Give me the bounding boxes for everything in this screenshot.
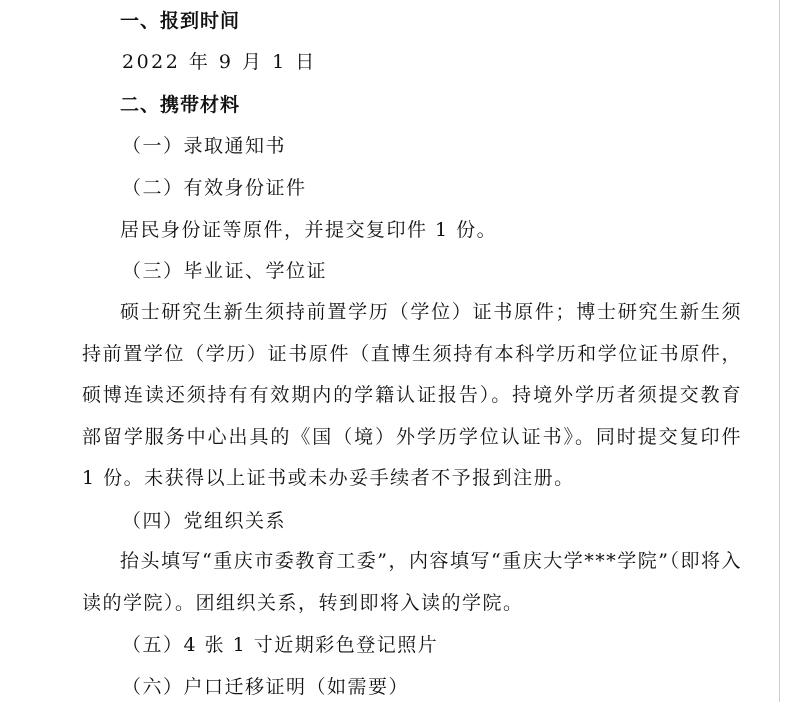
item-diploma-degree-text: 硕士研究生新生须持前置学历（学位）证书原件；博士研究生新生须持前置学位（学历）证书原件（直博生须持有本科学历和学位证书原件，硕博连读还须持有有效期内的学籍认证报告）。持境外学历者须提交教育部留学服务中心出具的《国（境）外学历学位认证书》。同时提交复印件 1 份。未获得以上证书或未办妥手续者不予报到注册。 [82, 301, 742, 489]
item-diploma-degree: （三）毕业证、学位证 [122, 260, 328, 282]
item-hukou-transfer: （六）户口迁移证明（如需要） [122, 676, 410, 698]
item-id-document: （二）有效身份证件 [122, 177, 307, 199]
item-admission-notice: （一）录取通知书 [122, 135, 287, 157]
section-heading-materials: 二、携带材料 [120, 94, 241, 116]
report-date: 2022 年 9 月 1 日 [122, 51, 317, 73]
item-id-document-text: 居民身份证等原件，并提交复印件 1 份。 [120, 219, 498, 241]
item-photos: （五）4 张 1 寸近期彩色登记照片 [122, 634, 439, 656]
item-party-relation-text: 抬头填写“重庆市委教育工委”，内容填写“重庆大学***学院”（即将入读的学院）。团组织关系，转到即将入读的学院。 [82, 550, 742, 614]
page-edge-divider [779, 0, 780, 702]
item-party-relation: （四）党组织关系 [122, 510, 287, 532]
section-heading-report-time: 一、报到时间 [120, 10, 241, 32]
